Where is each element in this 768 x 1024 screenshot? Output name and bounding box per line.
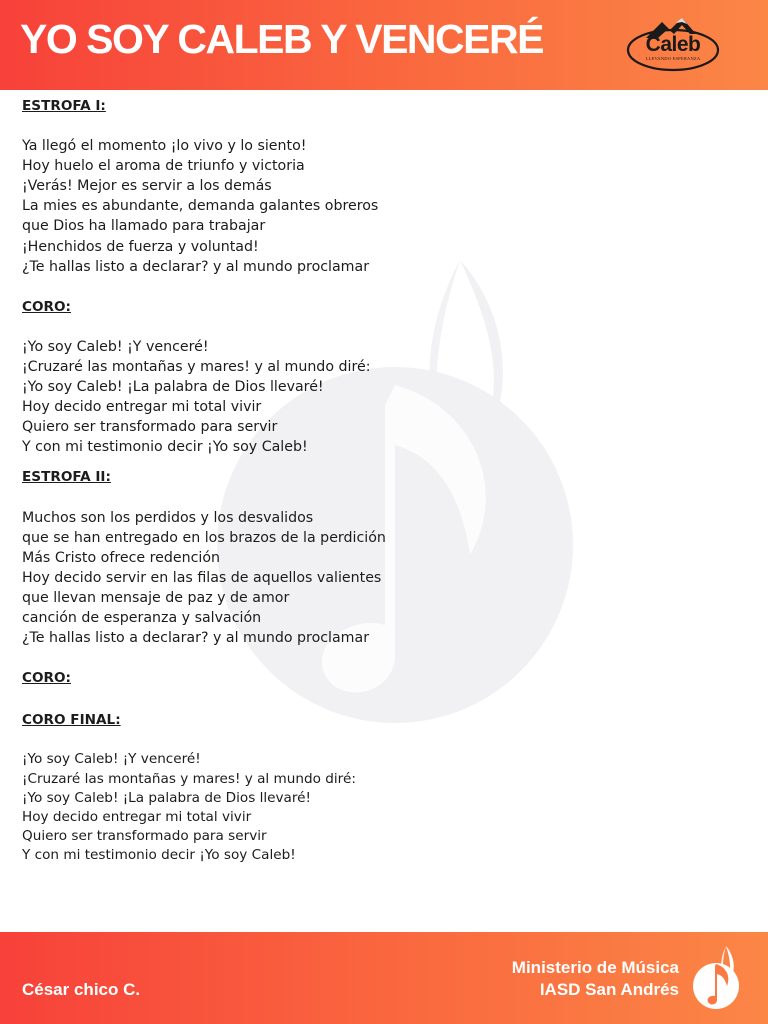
- lyric-line: ¡Yo soy Caleb! ¡Y venceré!: [22, 751, 201, 768]
- verse-estrofa-1: [22, 136, 742, 277]
- section-title-coro-final: CORO FINAL:: [22, 712, 121, 729]
- section-title-estrofa-2: ESTROFA II:: [22, 469, 111, 486]
- caleb-logo: [624, 14, 722, 74]
- lyric-line: que llevan mensaje de paz y de amor: [22, 589, 290, 606]
- author-name: César chico C.: [22, 980, 141, 999]
- lyric-line: ¡Henchidos de fuerza y voluntad!: [22, 238, 259, 255]
- lyric-line: ¡Cruzaré las montañas y mares! y al mundo diré:: [22, 770, 356, 787]
- ministry-line-1: Ministerio de Música: [511, 958, 679, 977]
- verse-coro-final: [22, 750, 742, 865]
- lyric-line: Quiero ser transformado para servir: [22, 419, 278, 436]
- ministry-line-2: IASD San Andrés: [539, 980, 679, 999]
- verse-coro: [22, 337, 742, 458]
- lyric-line: ¡Yo soy Caleb! ¡La palabra de Dios llevaré!: [22, 789, 311, 806]
- page-footer: [0, 932, 768, 1024]
- lyric-line: Ya llegó el momento ¡lo vivo y lo siento!: [22, 138, 307, 155]
- verse-estrofa-2: [22, 508, 742, 649]
- lyric-line: ¿Te hallas listo a declarar? y al mundo proclamar: [22, 258, 370, 275]
- music-flame-icon: [690, 944, 742, 1012]
- logo-subtext: LLEVANDO ESPERANZA: [645, 56, 701, 61]
- page-header: [0, 0, 768, 90]
- lyric-line: Y con mi testimonio decir ¡Yo soy Caleb!: [22, 847, 296, 864]
- lyric-line: que se han entregado en los brazos de la perdición: [22, 529, 386, 546]
- lyric-line: Hoy decido servir en las filas de aquellos valientes: [22, 569, 382, 586]
- lyric-line: Más Cristo ofrece redención: [22, 549, 221, 566]
- page-title: YO SOY CALEB Y VENCERÉ: [20, 16, 543, 62]
- lyric-line: Y con mi testimonio decir ¡Yo soy Caleb!: [22, 439, 308, 456]
- logo-text: Caleb: [645, 33, 701, 56]
- lyric-line: Hoy huelo el aroma de triunfo y victoria: [22, 158, 305, 175]
- lyric-line: Muchos son los perdidos y los desvalidos: [22, 509, 314, 526]
- section-title-estrofa-1: ESTROFA I:: [22, 98, 106, 114]
- lyric-line: ¡Cruzaré las montañas y mares! y al mundo diré:: [22, 358, 371, 375]
- ministry-name: [512, 957, 679, 1001]
- lyric-line: ¡Yo soy Caleb! ¡La palabra de Dios llevaré!: [22, 379, 324, 396]
- lyric-line: que Dios ha llamado para trabajar: [22, 218, 266, 235]
- lyric-line: Hoy decido entregar mi total vivir: [22, 399, 262, 416]
- section-title-coro: CORO:: [22, 298, 71, 315]
- lyric-line: canción de esperanza y salvación: [22, 609, 262, 626]
- lyric-line: Quiero ser transformado para servir: [22, 828, 267, 845]
- lyric-line: ¡Verás! Mejor es servir a los demás: [22, 178, 272, 195]
- lyric-line: Hoy decido entregar mi total vivir: [22, 808, 252, 825]
- lyric-line: ¿Te hallas listo a declarar? y al mundo proclamar: [22, 630, 370, 647]
- lyric-line: La mies es abundante, demanda galantes obreros: [22, 198, 379, 215]
- lyric-line: ¡Yo soy Caleb! ¡Y venceré!: [22, 338, 209, 355]
- lyrics-content: [22, 96, 742, 866]
- section-title-coro-repeat: CORO:: [22, 670, 71, 687]
